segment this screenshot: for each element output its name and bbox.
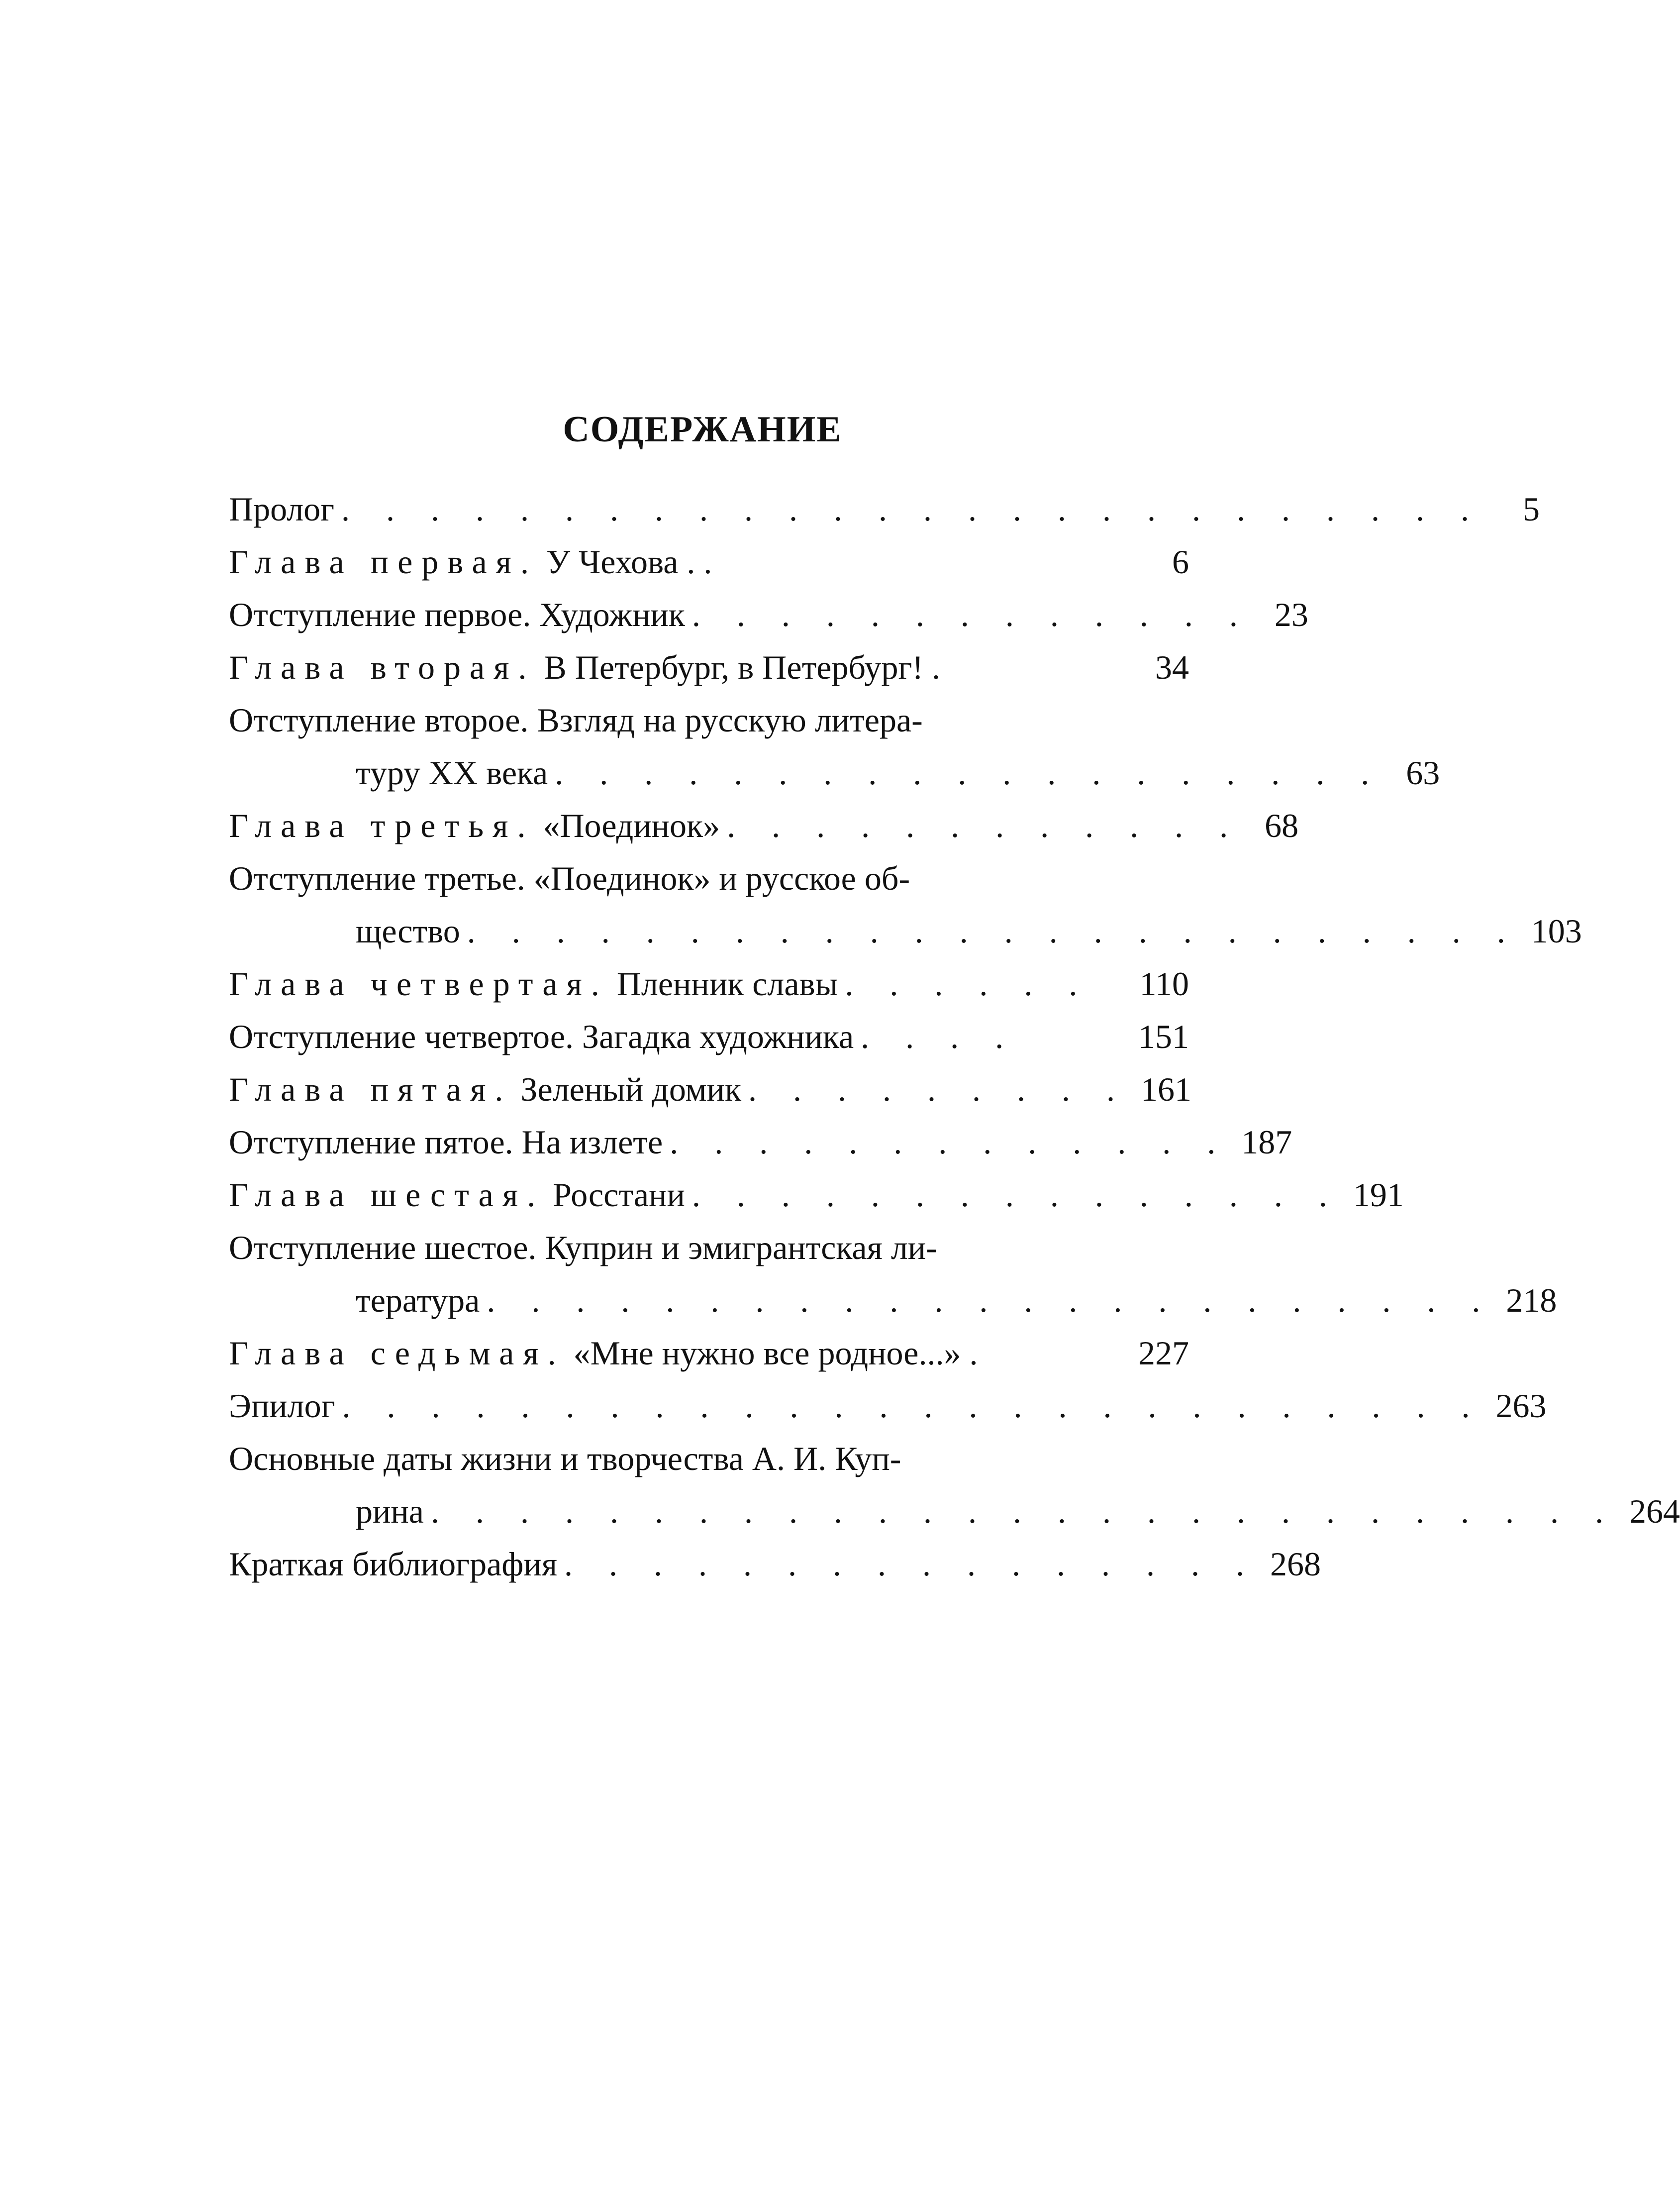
toc-entry <box>229 1379 1547 1432</box>
entry-leader-dots: . . . . . . . . . . . . . . . . . . . <box>555 754 1384 792</box>
entry-leader-dots: . . . . . . . . . . . . . . . . . . . . . . . . . . . <box>430 1492 1617 1530</box>
toc-entry <box>229 1168 1404 1221</box>
entry-title: Отступление второе. Взгляд на русскую литера- <box>229 701 923 739</box>
toc-entry-continuation <box>229 1485 1680 1538</box>
page-title: СОДЕРЖАНИЕ <box>563 409 842 450</box>
entry-leader-dots: . . . . . . . . . . . . . . . <box>692 1176 1341 1214</box>
entry-title: «Мне нужно все родное...» . <box>565 1334 978 1372</box>
page-number: 23 <box>1274 596 1308 633</box>
entry-title: «Поединок» <box>534 807 720 844</box>
entry-title: Отступление первое. Художник <box>229 596 685 633</box>
entry-title: Пролог <box>229 490 335 528</box>
page-number: 161 <box>1140 1070 1191 1108</box>
entry-title: Отступление третье. «Поединок» и русское об- <box>229 859 910 897</box>
entry-title: У Чехова . . <box>537 543 712 581</box>
toc-entry-continuation <box>229 746 1440 799</box>
entry-leader-dots: . . . . . . . . . . . . . . . . . . . . . . . . . . <box>341 490 1483 528</box>
entry-title: Зеленый домик <box>512 1070 741 1108</box>
page-number: 151 <box>1138 1018 1189 1055</box>
toc-entry-continuation <box>229 1274 1557 1327</box>
toc-entry <box>229 957 1189 1010</box>
entry-title: Эпилог <box>229 1387 335 1425</box>
toc-entry <box>229 1538 1321 1590</box>
table-of-contents <box>229 483 1680 1590</box>
page-number: 34 <box>1155 648 1189 686</box>
chapter-label: Глава третья. <box>229 807 535 844</box>
entry-leader-dots: . . . . . . . . . . . . . . . . <box>564 1545 1258 1583</box>
entry-title: тература <box>356 1281 480 1319</box>
toc-entry <box>229 1063 1189 1116</box>
entry-title: Основные даты жизни и творчества А. И. Куп- <box>229 1440 901 1477</box>
chapter-label: Глава вторая. <box>229 648 536 686</box>
entry-leader-dots: . . . . . . . . . . . . <box>727 807 1242 844</box>
entry-leader-dots: . . . . . . <box>845 965 1091 1003</box>
toc-entry <box>229 641 1189 694</box>
toc-entry <box>229 1116 1292 1168</box>
page-number: 103 <box>1531 912 1582 950</box>
toc-entry <box>229 1432 1189 1485</box>
entry-title: Краткая библиография <box>229 1545 557 1583</box>
entry-title: рина <box>356 1492 424 1530</box>
page-number: 227 <box>1138 1334 1189 1372</box>
entry-leader-dots: . . . . . . . . . <box>748 1070 1129 1108</box>
entry-title: Пленник славы <box>608 965 838 1003</box>
page-number: 264 <box>1629 1492 1680 1530</box>
entry-leader-dots: . . . . . . . . . . . . . <box>670 1123 1230 1161</box>
page-number: 218 <box>1506 1281 1557 1319</box>
toc-entry-continuation <box>229 905 1582 957</box>
entry-title: В Петербург, в Петербург! . <box>535 648 941 686</box>
chapter-label: Глава четвертая. <box>229 965 608 1003</box>
toc-entry <box>229 588 1308 641</box>
entry-title: Отступление пятое. На излете <box>229 1123 663 1161</box>
chapter-label: Глава седьмая. <box>229 1334 565 1372</box>
entry-title: туру XX века <box>356 754 548 792</box>
page-number: 191 <box>1353 1176 1404 1214</box>
entry-title: Росстани <box>544 1176 685 1214</box>
chapter-label: Глава пятая. <box>229 1070 512 1108</box>
entry-leader-dots: . . . . . . . . . . . . . . . . . . . . . . . <box>487 1281 1494 1319</box>
toc-entry <box>229 694 1189 746</box>
entry-title: щество <box>356 912 460 950</box>
toc-entry <box>229 1327 1189 1379</box>
entry-title: Отступление четвертое. Загадка художника <box>229 1018 854 1055</box>
page-number: 263 <box>1495 1387 1547 1425</box>
entry-leader-dots: . . . . <box>861 1018 1018 1055</box>
chapter-label: Глава шестая. <box>229 1176 545 1214</box>
toc-entry <box>229 799 1299 852</box>
page-number: 63 <box>1406 754 1440 792</box>
page-number: 5 <box>1523 490 1540 528</box>
page-number: 268 <box>1270 1545 1321 1583</box>
toc-entry <box>229 483 1540 535</box>
entry-leader-dots: . . . . . . . . . . . . . <box>692 596 1252 633</box>
page-number: 68 <box>1265 807 1299 844</box>
toc-entry <box>229 1221 1189 1274</box>
page-number: 187 <box>1241 1123 1292 1161</box>
page-number: 110 <box>1139 965 1189 1003</box>
entry-leader-dots: . . . . . . . . . . . . . . . . . . . . . . . . . . <box>342 1387 1484 1425</box>
entry-leader-dots: . . . . . . . . . . . . . . . . . . . . . . . . <box>467 912 1519 950</box>
toc-entry <box>229 1010 1189 1063</box>
toc-entry <box>229 535 1189 588</box>
entry-title: Отступление шестое. Куприн и эмигрантская ли- <box>229 1229 937 1266</box>
page-number: 6 <box>1172 543 1189 581</box>
toc-entry <box>229 852 1189 905</box>
chapter-label: Глава первая. <box>229 543 538 581</box>
